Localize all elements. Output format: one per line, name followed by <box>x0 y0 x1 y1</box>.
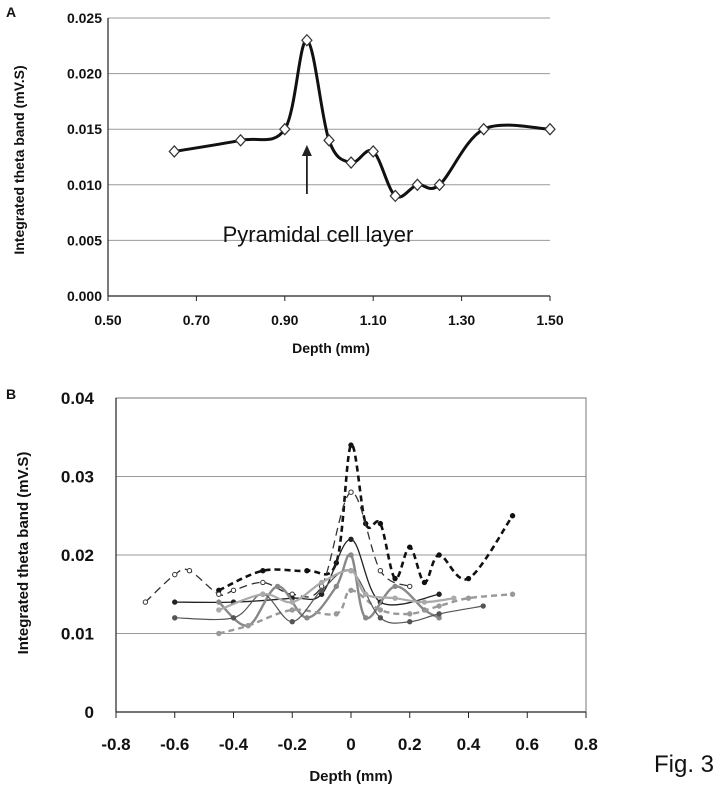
panel-b-data-point <box>363 592 367 596</box>
panel-b-data-point <box>378 569 382 573</box>
panel-b-data-point <box>217 608 221 612</box>
panel-b-data-point <box>437 553 441 557</box>
panel-b-xtick-label: -0.4 <box>218 735 249 754</box>
panel-b-data-point <box>393 576 397 580</box>
panel-b-ytick-label: 0 <box>84 703 94 722</box>
panel-b-xtick-label: 0.6 <box>515 735 540 754</box>
panel-b-data-point <box>378 521 382 525</box>
panel-b-xtick-label: 0 <box>346 735 356 754</box>
panel-b-data-point <box>349 537 353 541</box>
panel-b-ytick-label: 0.01 <box>60 624 94 644</box>
panel-b-xtick-label: -0.8 <box>101 735 131 754</box>
panel-a-data-point <box>324 135 334 146</box>
panel-b-data-point <box>334 584 338 588</box>
panel-b-data-point <box>231 616 235 620</box>
panel-b-data-point <box>349 490 353 494</box>
panel-b-data-point <box>349 443 353 447</box>
panel-b-data-point <box>290 600 294 604</box>
panel-b-data-point <box>349 588 353 592</box>
panel-a-xtick-label: 1.50 <box>536 312 564 328</box>
panel-b-xtick-label: 0.4 <box>456 735 481 754</box>
panel-b-xtick-label: -0.2 <box>277 735 307 754</box>
panel-b-data-point <box>275 584 279 588</box>
panel-a-data-point <box>169 146 179 157</box>
panel-b-data-point <box>378 616 382 620</box>
panel-b-data-point <box>143 600 147 604</box>
panel-b-x-axis-label: Depth (mm) <box>309 768 393 785</box>
panel-a-xtick-label: 0.50 <box>94 312 122 328</box>
panel-b-data-point <box>422 580 426 584</box>
panel-b-data-point <box>290 608 294 612</box>
panel-b-ytick-label: 0.04 <box>60 389 94 408</box>
panel-b-data-point <box>422 600 426 604</box>
panel-b-data-point <box>510 592 514 596</box>
figure-label: Fig. 3 <box>654 751 715 778</box>
panel-b-data-point <box>305 569 309 573</box>
panel-b-data-point <box>393 596 397 600</box>
panel-a-letter: A <box>6 4 17 20</box>
panel-a-xtick-label: 0.70 <box>182 312 211 328</box>
panel-b-data-point <box>261 592 265 596</box>
panel-b-data-point <box>217 631 221 635</box>
panel-a-data-point <box>545 124 555 135</box>
panel-a-x-axis-label: Depth (mm) <box>292 340 370 356</box>
panel-a-data-point <box>236 135 246 146</box>
panel-b-data-point <box>466 596 470 600</box>
panel-b-data-point <box>481 604 485 608</box>
panel-b-letter: B <box>6 386 17 402</box>
panel-a-xtick-label: 1.10 <box>359 312 387 328</box>
panel-b-data-point <box>173 572 177 576</box>
panel-b-data-point <box>437 612 441 616</box>
panel-b-data-point <box>408 584 412 588</box>
panel-b-data-point <box>408 545 412 549</box>
panel-b-data-point <box>319 588 323 592</box>
panel-a-data-point <box>346 157 356 168</box>
panel-a-ytick-label: 0.000 <box>66 288 102 304</box>
panel-b-data-point <box>173 616 177 620</box>
panel-b-xtick-label: -0.6 <box>160 735 190 754</box>
panel-b-data-point <box>231 588 235 592</box>
panel-b-data-point <box>349 569 353 573</box>
panel-a-ytick-label: 0.010 <box>66 176 102 193</box>
panel-b-data-point <box>246 623 250 627</box>
panel-b-data-point <box>452 596 456 600</box>
panel-b-data-point <box>349 553 353 557</box>
panel-b-data-point <box>510 514 514 518</box>
panel-b-data-point <box>437 604 441 608</box>
panel-a-series-line <box>174 40 550 197</box>
panel-a-data-point <box>412 179 422 190</box>
panel-b-data-point <box>305 616 309 620</box>
panel-b-data-point <box>217 600 221 604</box>
panel-b-data-point <box>437 592 441 596</box>
panel-b-data-point <box>261 580 265 584</box>
pyramidal-arrow-head <box>302 145 312 156</box>
panel-b-ytick-label: 0.02 <box>60 546 94 565</box>
panel-a-xtick-label: 0.90 <box>271 312 299 328</box>
panel-b-data-point <box>378 608 382 612</box>
panel-b-data-point <box>261 569 265 573</box>
panel-a-ytick-label: 0.005 <box>66 232 102 249</box>
panel-b-xtick-label: 0.8 <box>574 735 598 754</box>
panel-b-xtick-label: 0.2 <box>397 735 422 754</box>
panel-b-data-point <box>408 620 412 624</box>
panel-b-data-point <box>408 612 412 616</box>
panel-b-data-point <box>466 576 470 580</box>
panel-a-xtick-label: 1.30 <box>447 312 476 328</box>
panel-b-data-point <box>363 616 367 620</box>
panel-b-data-point <box>290 620 294 624</box>
panel-b-data-point <box>319 580 323 584</box>
panel-b-data-point <box>217 592 221 596</box>
panel-a-ytick-label: 0.020 <box>66 65 102 82</box>
panel-b-data-point <box>393 584 397 588</box>
pyramidal-cell-layer-annotation: Pyramidal cell layer <box>222 222 414 247</box>
panel-b-data-point <box>173 600 177 604</box>
panel-b-data-point <box>187 569 191 573</box>
panel-a-y-axis-label: Integrated theta band (mV.S) <box>11 65 27 255</box>
panel-a-ytick-label: 0.025 <box>66 10 102 26</box>
panel-a-ytick-label: 0.015 <box>66 121 102 138</box>
panel-b-ytick-label: 0.03 <box>60 467 94 487</box>
panel-b-y-axis-label: Integrated theta band (mV.S) <box>15 451 32 655</box>
panel-b-data-point <box>334 612 338 616</box>
